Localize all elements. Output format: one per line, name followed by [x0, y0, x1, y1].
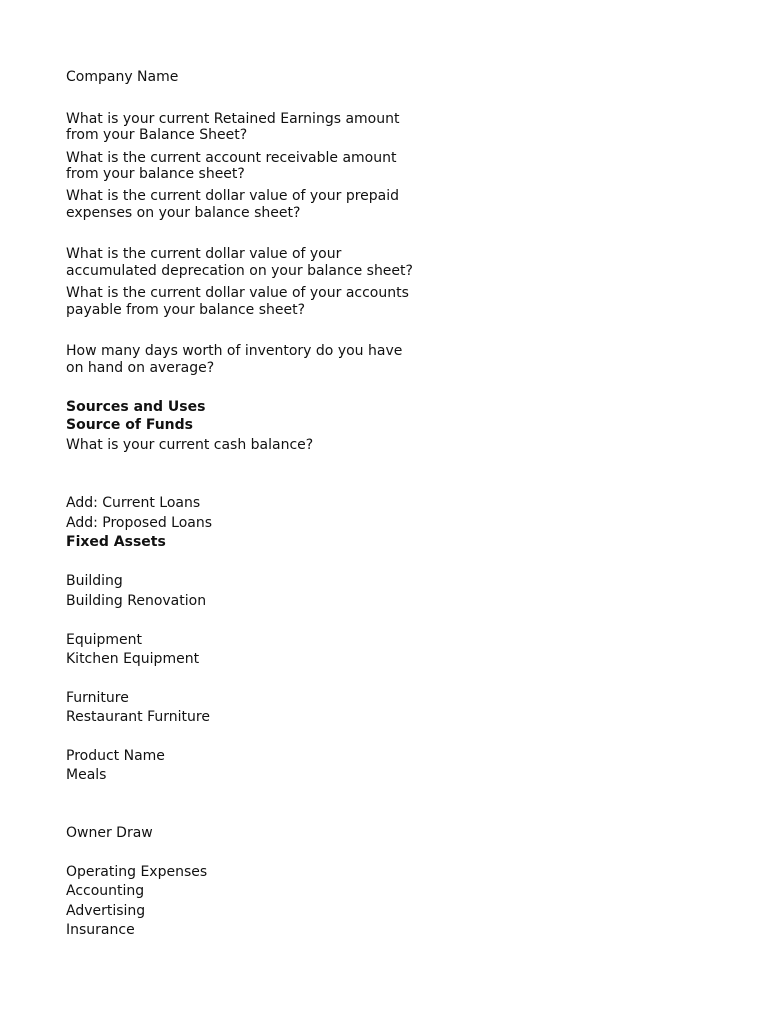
accumulated-depreciation-question-line1: What is the current dollar value of your	[66, 246, 342, 262]
accumulated-depreciation-question-line2: accumulated deprecation on your balance sheet?	[66, 263, 413, 279]
building-renovation-label: Building Renovation	[66, 593, 207, 609]
kitchen-equipment-label: Kitchen Equipment	[66, 651, 200, 667]
accounts-receivable-question-line1: What is the current account receivable amount	[66, 150, 397, 166]
source-of-funds-heading: Source of Funds	[66, 417, 193, 433]
equipment-label: Equipment	[66, 632, 142, 648]
inventory-days-question-line1: How many days worth of inventory do you have	[66, 343, 403, 359]
expense-item-advertising: Advertising	[66, 903, 146, 919]
retained-earnings-question-line2: from your Balance Sheet?	[66, 127, 248, 143]
add-current-loans-label: Add: Current Loans	[66, 495, 201, 511]
expense-item-insurance: Insurance	[66, 922, 135, 938]
building-label: Building	[66, 573, 123, 589]
furniture-label: Furniture	[66, 690, 129, 706]
meals-label: Meals	[66, 767, 107, 783]
accounts-payable-question-line1: What is the current dollar value of your accounts	[66, 285, 409, 301]
accounts-payable-question-line2: payable from your balance sheet?	[66, 302, 306, 318]
prepaid-expenses-question-line1: What is the current dollar value of your prepaid	[66, 188, 400, 204]
inventory-days-question-line2: on hand on average?	[66, 360, 215, 376]
expense-item-accounting: Accounting	[66, 883, 145, 899]
operating-expenses-heading: Operating Expenses	[66, 864, 208, 880]
retained-earnings-question-line1: What is your current Retained Earnings amount	[66, 111, 400, 127]
restaurant-furniture-label: Restaurant Furniture	[66, 709, 210, 725]
product-name-label: Product Name	[66, 748, 165, 764]
add-proposed-loans-label: Add: Proposed Loans	[66, 515, 213, 531]
fixed-assets-heading: Fixed Assets	[66, 534, 166, 550]
company-name-label: Company Name	[66, 69, 179, 85]
sources-and-uses-heading: Sources and Uses	[66, 399, 206, 415]
owner-draw-label: Owner Draw	[66, 825, 153, 841]
accounts-receivable-question-line2: from your balance sheet?	[66, 166, 245, 182]
prepaid-expenses-question-line2: expenses on your balance sheet?	[66, 205, 301, 221]
cash-balance-question: What is your current cash balance?	[66, 437, 314, 453]
